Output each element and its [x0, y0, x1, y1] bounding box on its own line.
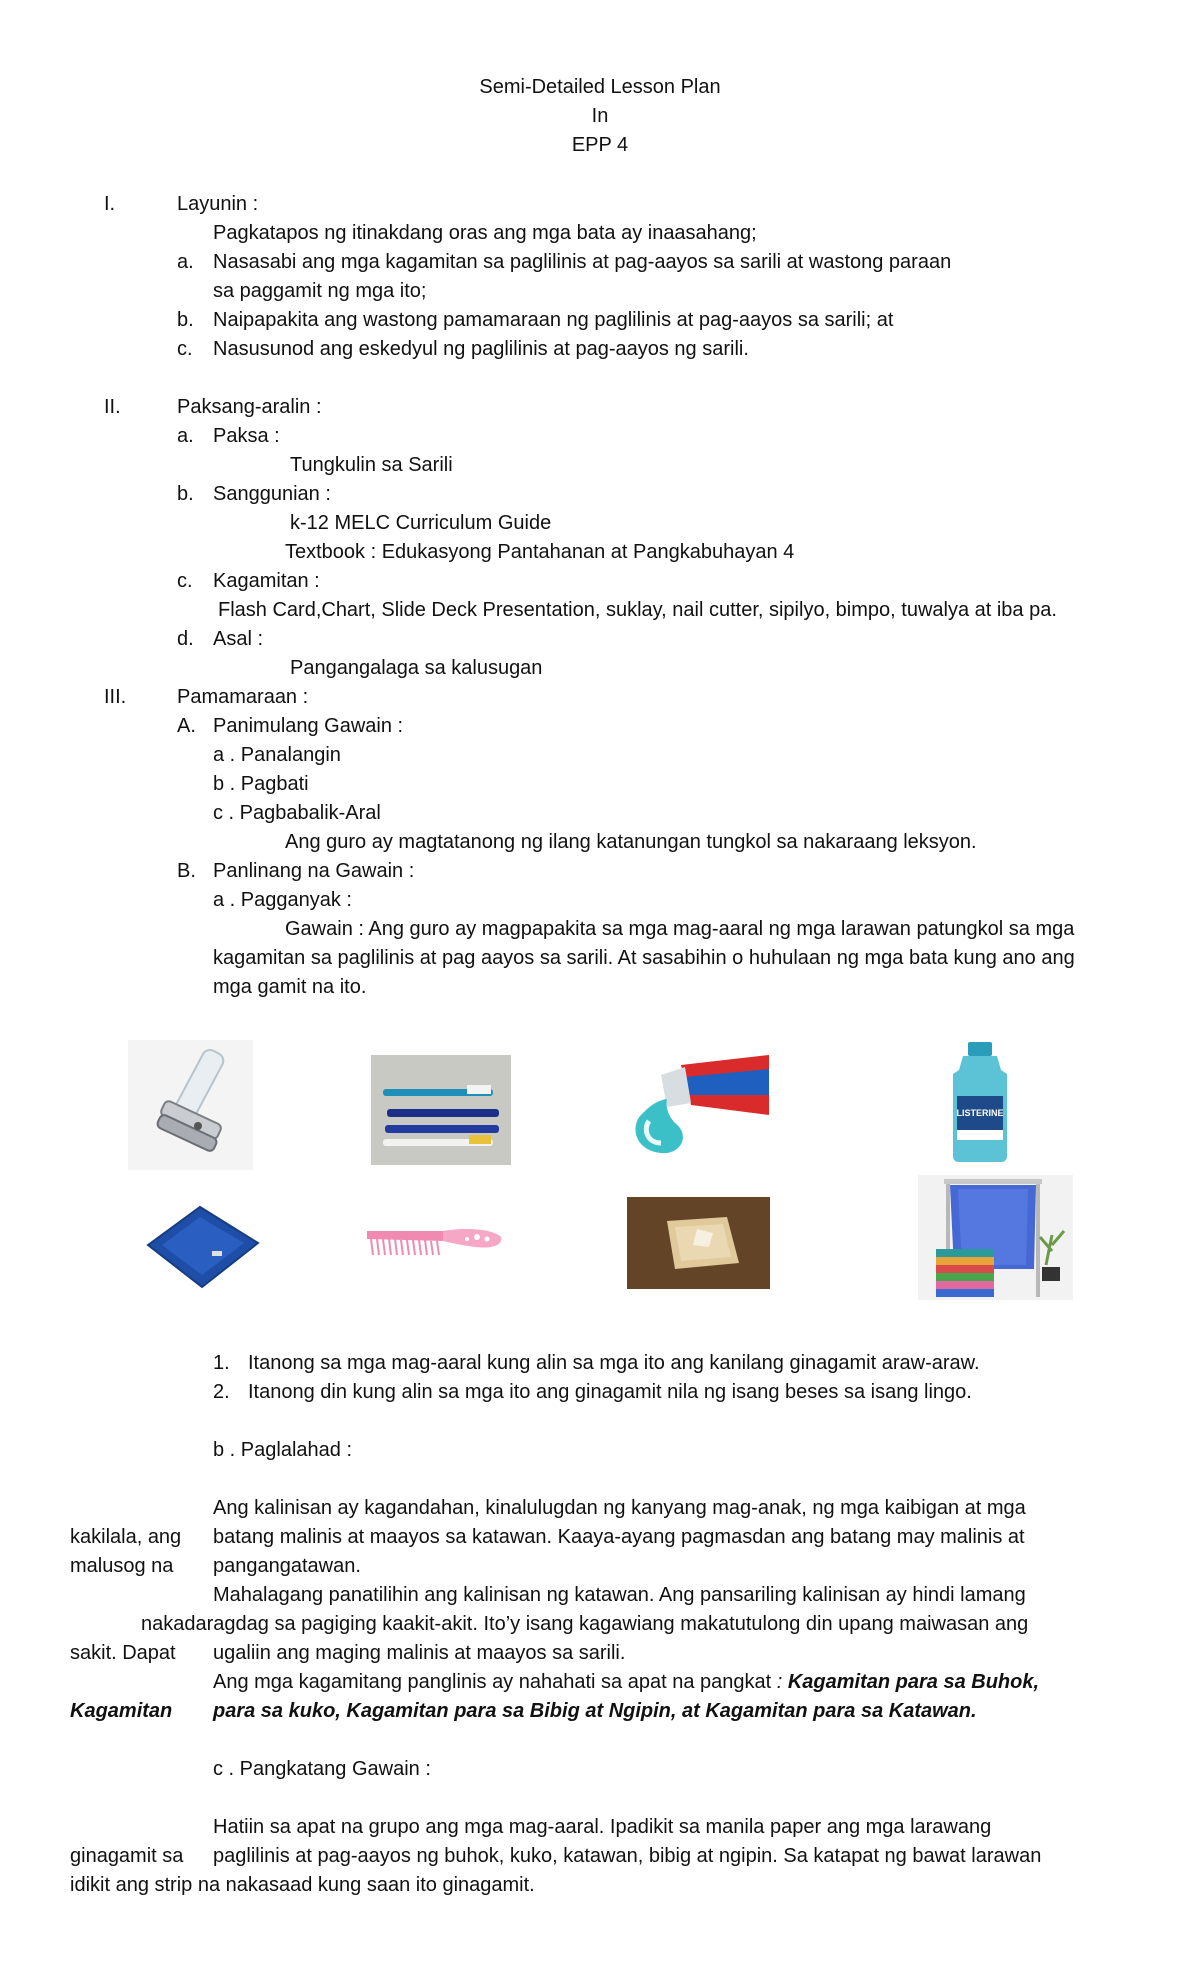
- sanggunian-label: Sanggunian :: [213, 483, 331, 505]
- sanggunian-value-2: Textbook : Edukasyong Pantahanan at Pangkabuhayan 4: [285, 541, 795, 563]
- pagganyak: a . Pagganyak :: [213, 889, 352, 911]
- objective-a-letter: a.: [177, 251, 194, 273]
- section2-numeral: II.: [104, 396, 121, 418]
- section1-numeral: I.: [104, 193, 116, 215]
- section1-heading: Layunin :: [177, 193, 259, 215]
- para1-line-1: Ang kalinisan ay kagandahan, kinalulugdan ng kanyang mag-anak, ng mga kaibigan at mga: [213, 1497, 1026, 1519]
- objective-b-letter: b.: [177, 309, 194, 331]
- para4-line-3: idikit ang strip na nakasaad kung saan ito ginagamit.: [70, 1874, 535, 1896]
- para4-line-2: paglilinis at pag-aayos ng buhok, kuko, katawan, bibig at ngipin. Sa katapat ng bawat larawan: [213, 1845, 1042, 1867]
- objective-a: Nasasabi ang mga kagamitan sa paglilinis at pag-aayos sa sarili at wastong paraan: [213, 251, 952, 273]
- para3-colon: :: [776, 1671, 788, 1693]
- paksa-label: Paksa :: [213, 425, 280, 447]
- para1-line-3: pangangatawan.: [213, 1555, 361, 1577]
- para3-line-2-left: Kagamitan: [70, 1700, 173, 1722]
- para1-line-3-left: malusog na: [70, 1555, 174, 1577]
- para1-line-2: batang malinis at maayos sa katawan. Kaaya-ayang pagmasdan ang batang may malinis at: [213, 1526, 1025, 1548]
- paksa-value: Tungkulin sa Sarili: [290, 454, 453, 476]
- pagbabalik-aral: c . Pagbabalik-Aral: [213, 802, 381, 824]
- pagbati: b . Pagbati: [213, 773, 309, 795]
- para3-normal: Ang mga kagamitang panglinis ay nahahati sa apat na pangkat: [213, 1671, 777, 1693]
- gawain-line-2: kagamitan sa paglilinis at pag aayos sa sarili. At sasabihin o huhulaan ng mga bata kung ano ang: [213, 947, 1075, 969]
- para4-line-1: Hatiin sa apat na grupo ang mga mag-aaral. Ipadikit sa manila paper ang mga larawang: [213, 1816, 992, 1838]
- title-line-2: In: [591, 105, 609, 127]
- comb-image: [365, 1215, 505, 1275]
- question-2: Itanong din kung alin sa mga ito ang ginagamit nila ng isang beses sa isang lingo.: [248, 1381, 972, 1403]
- para4-line-2-left: ginagamit sa: [70, 1845, 184, 1867]
- section3-numeral: III.: [104, 686, 127, 708]
- section3-heading: Pamamaraan :: [177, 686, 309, 708]
- objective-c: Nasusunod ang eskedyul ng paglilinis at pag-aayos ng sarili.: [213, 338, 749, 360]
- toothbrushes-image: [371, 1055, 511, 1165]
- para3-line-2: para sa kuko, Kagamitan para sa Bibig at Ngipin, at Kagamitan para sa Katawan.: [213, 1700, 977, 1722]
- sanggunian-value-1: k-12 MELC Curriculum Guide: [290, 512, 552, 534]
- nail-cutter-image: [128, 1040, 253, 1170]
- para3-bold-1: Kagamitan para sa Buhok,: [787, 1671, 1040, 1693]
- mouthwash-image: [935, 1040, 1025, 1165]
- question-1: Itanong sa mga mag-aaral kung alin sa mga ito ang kanilang ginagamit araw-araw.: [248, 1352, 980, 1374]
- section2-heading: Paksang-aralin :: [177, 396, 322, 418]
- part-b-label: Panlinang na Gawain :: [213, 860, 415, 882]
- title-line-3: EPP 4: [571, 134, 629, 156]
- pagbabalik-aral-text: Ang guro ay magtatanong ng ilang katanungan tungkol sa nakaraang leksyon.: [285, 831, 977, 853]
- question-1-num: 1.: [213, 1352, 230, 1374]
- mouthwash-label: LISTERINE: [956, 1108, 1004, 1118]
- kagamitan-label: Kagamitan :: [213, 570, 320, 592]
- sanggunian-letter: b.: [177, 483, 194, 505]
- section1-intro: Pagkatapos ng itinakdang oras ang mga bata ay inaasahang;: [213, 222, 757, 244]
- asal-value: Pangangalaga sa kalusugan: [290, 657, 543, 679]
- question-2-num: 2.: [213, 1381, 230, 1403]
- part-a-label: Panimulang Gawain :: [213, 715, 404, 737]
- towels-image: [918, 1175, 1073, 1300]
- objective-c-letter: c.: [177, 338, 193, 360]
- toothpaste-image: [621, 1055, 769, 1165]
- asal-label: Asal :: [213, 628, 264, 650]
- para2-line-2: nakadaragdag sa pagiging kaakit-akit. Ito’y isang kagawiang makatutulong din upang maiwasan ang: [141, 1613, 1029, 1635]
- para2-line-3: ugaliin ang maging malinis at maayos sa sarili.: [213, 1642, 626, 1664]
- panalangin: a . Panalangin: [213, 744, 341, 766]
- face-towel-image: [140, 1195, 265, 1295]
- paksa-letter: a.: [177, 425, 194, 447]
- para2-line-3-left: sakit. Dapat: [70, 1642, 176, 1664]
- part-a-letter: A.: [177, 715, 196, 737]
- para3-line-1: [213, 1669, 1039, 1695]
- title-line-1: Semi-Detailed Lesson Plan: [479, 76, 721, 98]
- paglalahad-heading: b . Paglalahad :: [213, 1439, 352, 1461]
- kagamitan-value: Flash Card,Chart, Slide Deck Presentation, suklay, nail cutter, sipilyo, bimpo, tuwalya at iba pa.: [218, 599, 1057, 621]
- pangkatang-gawain-heading: c . Pangkatang Gawain :: [213, 1758, 431, 1780]
- asal-letter: d.: [177, 628, 194, 650]
- gawain-line-1: Gawain : Ang guro ay magpapakita sa mga mag-aaral ng mga larawan patungkol sa mga: [285, 918, 1075, 940]
- objective-a-cont: sa paggamit ng mga ito;: [213, 280, 427, 302]
- objective-b: Naipapakita ang wastong pamamaraan ng paglilinis at pag-aayos sa sarili; at: [213, 309, 894, 331]
- part-b-letter: B.: [177, 860, 196, 882]
- kagamitan-letter: c.: [177, 570, 193, 592]
- para2-line-1: Mahalagang panatilihin ang kalinisan ng katawan. Ang pansariling kalinisan ay hindi lamang: [213, 1584, 1026, 1606]
- soap-image: [627, 1197, 770, 1289]
- para1-line-2-left: kakilala, ang: [70, 1526, 182, 1548]
- gawain-line-3: mga gamit na ito.: [213, 976, 367, 998]
